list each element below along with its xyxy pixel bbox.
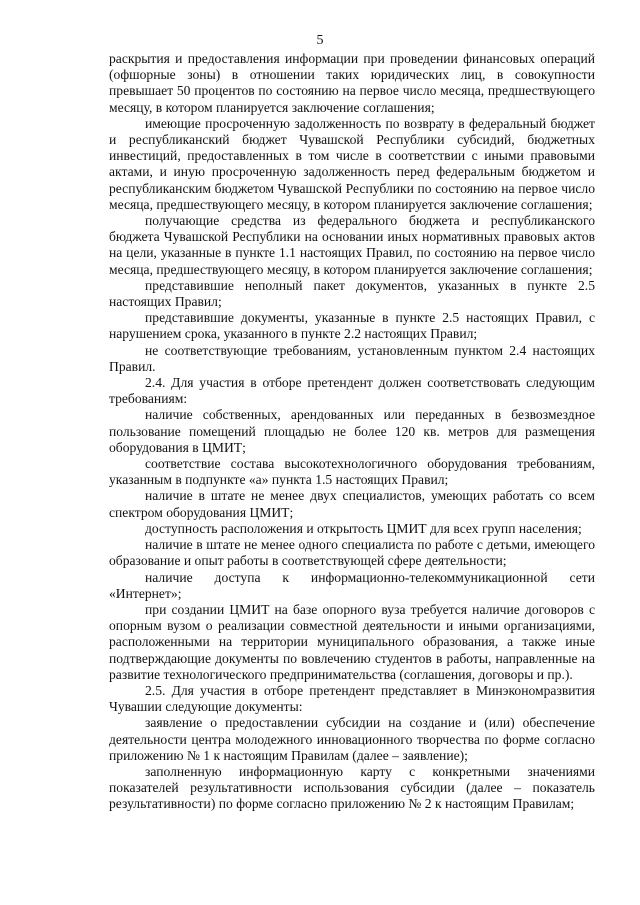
paragraph-child-specialist: наличие в штате не менее одного специалиста по работе с детьми, имеющего образование и опыт работы в соответствующей сфере деятельности; (109, 537, 595, 569)
paragraph-accessibility: доступность расположения и открытость ЦМИТ для всех групп населения; (145, 520, 582, 536)
paragraph-noncompliance: не соответствующие требованиям, установленным пунктом 2.4 настоящих Правил. (109, 342, 595, 374)
paragraph-incomplete-documents: представившие неполный пакет документов, указанных в пункте 2.5 настоящих Правил; (109, 277, 595, 310)
paragraph-equipment: соответствие состава высокотехнологичного оборудования требованиям, указанным в подпункте «а» пункта 1.5 настоящих Правил; (109, 456, 595, 488)
paragraph-info-card: заполненную информационную карту с конкретными значениями показателей результативности использования субсидии (далее – показатель результативности) по форме согласно приложению № 2 к настоящим Правилам; (109, 763, 595, 812)
paragraph-university-base: при создании ЦМИТ на базе опорного вуза требуется наличие договоров с опорным вузом о реализации совместной деятельности и иными организациями, расположенными на территории муниципального образования, а также иные подтверждающие документы по вовлечению студентов в работы, направленные на развитие технологического предпринимательства (соглашения, договоры и пр.). (109, 601, 595, 682)
paragraph-2-4-requirements: 2.4. Для участия в отборе претендент должен соответствовать следующим требованиям: (109, 375, 595, 407)
page-number: 5 (316, 33, 324, 48)
paragraph-application: заявление о предоставлении субсидии на создание и (или) обеспечение деятельности центра молодежного инновационного творчества по форме согласно приложению № 1 к настоящим Правилам (далее – заявление); (109, 715, 595, 763)
paragraph-2-5-documents: 2.5. Для участия в отборе претендент представляет в Минэкономразвития Чувашии следующие документы: (109, 682, 595, 715)
paragraph-other-funding: получающие средства из федерального бюджета и республиканского бюджета Чувашской Республики на основании иных нормативных правовых актов на цели, указанные в пункте 1.1 настоящих Правил, по состоянию на первое число месяца, предшествующего месяцу, в котором планируется заключение соглашения; (109, 213, 595, 277)
paragraph-internet-access: наличие доступа к информационно-телекоммуникационной сети «Интернет»; (109, 569, 595, 601)
paragraph-overdue-debt: имеющие просроченную задолженность по возврату в федеральный бюджет и республиканский бюджет Чувашской Республики субсидий, бюджетных инвестиций, предоставленных в том числе в соответствии с иными правовыми актами, и иную просроченную задолженность перед федеральным бюджетом и республиканским бюджетом Чувашской Республики по состоянию на первое число месяца, предшествующего месяцу, в котором планируется заключение соглашения; (109, 115, 595, 212)
paragraph-specialists: наличие в штате не менее двух специалистов, умеющих работать со всем спектром оборудования ЦМИТ; (109, 488, 595, 520)
paragraph-premises: наличие собственных, арендованных или переданных в безвозмездное пользование помещений площадью не более 120 кв. метров для размещения оборудования в ЦМИТ; (109, 407, 595, 455)
paragraph-offshore-share: раскрытия и предоставления информации при проведении финансовых операций (офшорные зоны) в отношении таких юридических лиц, в совокупности превышает 50 процентов по состоянию на первое число месяца, предшествующего месяцу, в котором планируется заключение соглашения; (109, 51, 595, 115)
document-body (109, 51, 595, 813)
paragraph-deadline-violation: представившие документы, указанные в пункте 2.5 настоящих Правил, с нарушением срока, указанного в пункте 2.2 настоящих Правил; (109, 310, 595, 342)
